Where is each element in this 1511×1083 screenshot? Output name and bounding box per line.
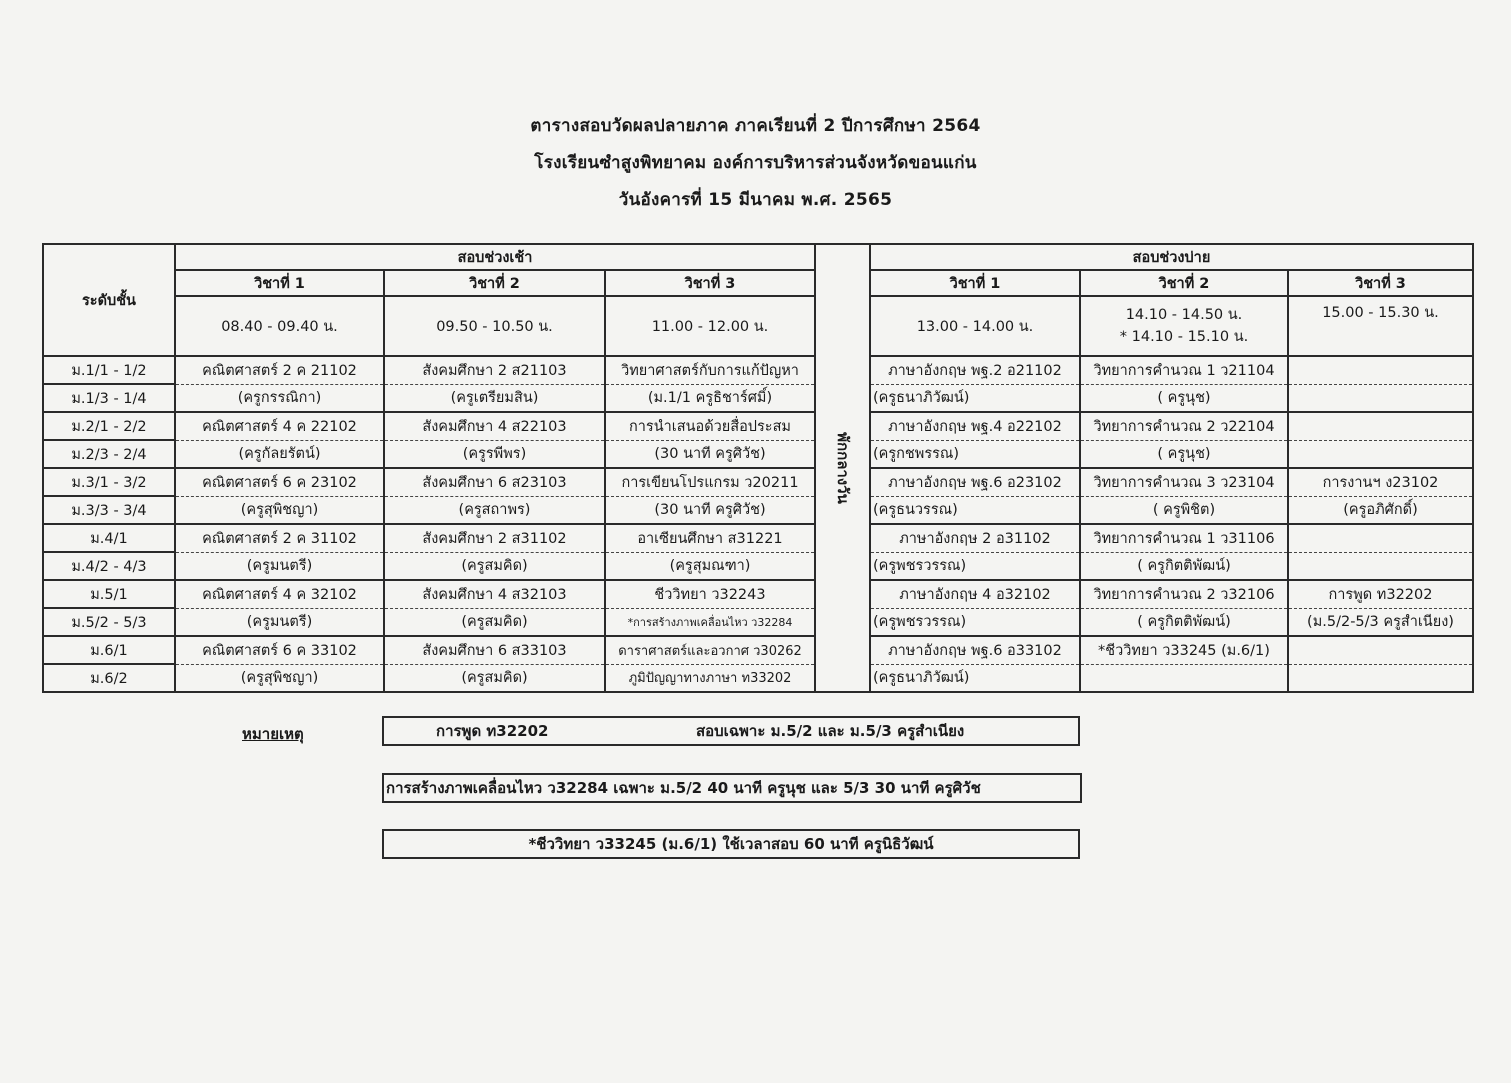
exam-cell: (ครูธนวรรณ)	[870, 496, 1080, 524]
subject-header: วิชาที่ 1	[175, 270, 384, 296]
exam-cell: คณิตศาสตร์ 2 ค 31102	[175, 524, 384, 552]
exam-cell: ภาษาอังกฤษ 4 อ32102	[870, 580, 1080, 608]
table-row	[43, 440, 1473, 468]
exam-cell: สังคมศึกษา 4 ส32103	[384, 580, 605, 608]
remark-note-2: การสร้างภาพเคลื่อนไหว ว32284 เฉพาะ ม.5/2 40 นาที ครูนุช และ 5/3 30 นาที ครูศิวัช	[382, 773, 1082, 803]
exam-cell	[1288, 524, 1473, 552]
table-row	[43, 384, 1473, 412]
subject-header: วิชาที่ 2	[384, 270, 605, 296]
exam-cell: วิทยาการคำนวณ 2 ว22104	[1080, 412, 1288, 440]
class-level-cell: ม.4/1	[43, 524, 175, 552]
document-titles	[0, 108, 1511, 219]
exam-cell: (ครูสถาพร)	[384, 496, 605, 524]
level-header: ระดับชั้น	[43, 244, 175, 356]
table-row	[43, 608, 1473, 636]
exam-cell: (ครูมนตรี)	[175, 552, 384, 580]
title-line-2: โรงเรียนซำสูงพิทยาคม องค์การบริหารส่วนจังหวัดขอนแก่น	[534, 153, 977, 173]
exam-cell: ภาษาอังกฤษ พฐ.6 อ33102	[870, 636, 1080, 664]
exam-cell: วิทยาการคำนวณ 1 ว21104	[1080, 356, 1288, 384]
exam-cell: คณิตศาสตร์ 4 ค 32102	[175, 580, 384, 608]
exam-cell: ภาษาอังกฤษ พฐ.4 อ22102	[870, 412, 1080, 440]
lunch-label: พักกลางวัน	[833, 432, 852, 504]
exam-cell: (ครูธนาภิวัฒน์)	[870, 664, 1080, 692]
class-level-cell: ม.3/3 - 3/4	[43, 496, 175, 524]
table-row	[43, 580, 1473, 608]
exam-cell: ( ครูนุช)	[1080, 384, 1288, 412]
exam-cell: ( ครูนุช)	[1080, 440, 1288, 468]
exam-cell: (ครูสมคิด)	[384, 552, 605, 580]
table-row	[43, 496, 1473, 524]
time-slot: 09.50 - 10.50 น.	[384, 296, 605, 356]
exam-cell: (ม.1/1 ครูธิชาร์ศมิ์)	[605, 384, 815, 412]
morning-header: สอบช่วงเช้า	[175, 244, 815, 270]
remark-note-3: *ชีววิทยา ว33245 (ม.6/1) ใช้เวลาสอบ 60 นาที ครูนิธิวัฒน์	[382, 829, 1080, 859]
class-level-cell: ม.5/2 - 5/3	[43, 608, 175, 636]
subject-header: วิชาที่ 3	[605, 270, 815, 296]
title-line-1: ตารางสอบวัดผลปลายภาค ภาคเรียนที่ 2 ปีการศึกษา 2564	[530, 116, 981, 136]
exam-cell: (ครูสมคิด)	[384, 608, 605, 636]
class-level-cell: ม.6/1	[43, 636, 175, 664]
table-row	[43, 524, 1473, 552]
class-level-cell: ม.4/2 - 4/3	[43, 552, 175, 580]
exam-cell: ภาษาอังกฤษ 2 อ31102	[870, 524, 1080, 552]
table-row	[43, 636, 1473, 664]
class-level-cell: ม.5/1	[43, 580, 175, 608]
exam-cell: การพูด ท32202	[1288, 580, 1473, 608]
exam-cell: (ครูกรรณิกา)	[175, 384, 384, 412]
exam-cell: (ครูสุมณฑา)	[605, 552, 815, 580]
exam-cell	[1288, 552, 1473, 580]
exam-cell: การเขียนโปรแกรม ว20211	[605, 468, 815, 496]
exam-cell	[1288, 384, 1473, 412]
afternoon-header: สอบช่วงบ่าย	[870, 244, 1473, 270]
table-row	[43, 552, 1473, 580]
exam-cell: (ครูพชรวรรณ)	[870, 608, 1080, 636]
exam-cell: สังคมศึกษา 4 ส22103	[384, 412, 605, 440]
class-level-cell: ม.6/2	[43, 664, 175, 692]
exam-cell: (ครูกัลยรัตน์)	[175, 440, 384, 468]
exam-cell: ดาราศาสตร์และอวกาศ ว30262	[605, 636, 815, 664]
exam-cell: คณิตศาสตร์ 2 ค 21102	[175, 356, 384, 384]
exam-cell: การนำเสนอด้วยสื่อประสม	[605, 412, 815, 440]
exam-cell	[1288, 412, 1473, 440]
exam-cell: (ครูพชรวรรณ)	[870, 552, 1080, 580]
exam-cell: (ครูกชพรรณ)	[870, 440, 1080, 468]
exam-cell: ภาษาอังกฤษ พฐ.6 อ23102	[870, 468, 1080, 496]
exam-cell: คณิตศาสตร์ 6 ค 23102	[175, 468, 384, 496]
exam-cell: *ชีววิทยา ว33245 (ม.6/1)	[1080, 636, 1288, 664]
time-slot: 08.40 - 09.40 น.	[175, 296, 384, 356]
exam-cell: (ม.5/2-5/3 ครูสำเนียง)	[1288, 608, 1473, 636]
exam-cell: (30 นาที ครูศิวัช)	[605, 496, 815, 524]
exam-cell: (ครูอภิศักดิ์)	[1288, 496, 1473, 524]
class-level-cell: ม.1/1 - 1/2	[43, 356, 175, 384]
exam-cell	[1288, 636, 1473, 664]
table-row	[43, 664, 1473, 692]
remark-label: หมายเหตุ	[242, 725, 304, 743]
exam-cell: (ครูรพีพร)	[384, 440, 605, 468]
time-slot-line: * 14.10 - 15.10 น.	[1119, 329, 1249, 345]
exam-cell: คณิตศาสตร์ 4 ค 22102	[175, 412, 384, 440]
class-level-cell: ม.2/3 - 2/4	[43, 440, 175, 468]
exam-cell: สังคมศึกษา 6 ส23103	[384, 468, 605, 496]
exam-cell: (ครูสุพิชญา)	[175, 664, 384, 692]
class-level-cell: ม.3/1 - 3/2	[43, 468, 175, 496]
exam-cell: วิทยาการคำนวณ 1 ว31106	[1080, 524, 1288, 552]
class-level-cell: ม.2/1 - 2/2	[43, 412, 175, 440]
table-row	[43, 468, 1473, 496]
exam-schedule-table	[42, 243, 1474, 693]
exam-cell	[1080, 664, 1288, 692]
time-slot-line: 14.10 - 14.50 น.	[1125, 307, 1243, 323]
exam-cell: อาเซียนศึกษา ส31221	[605, 524, 815, 552]
time-slot: 15.00 - 15.30 น.	[1288, 296, 1473, 356]
exam-cell: ชีววิทยา ว32243	[605, 580, 815, 608]
exam-cell: (ครูเตรียมสิน)	[384, 384, 605, 412]
subject-header: วิชาที่ 1	[870, 270, 1080, 296]
exam-cell: สังคมศึกษา 2 ส31102	[384, 524, 605, 552]
exam-cell	[1288, 664, 1473, 692]
table-row	[43, 356, 1473, 384]
exam-cell: วิทยาการคำนวณ 3 ว23104	[1080, 468, 1288, 496]
time-slot: 11.00 - 12.00 น.	[605, 296, 815, 356]
exam-cell: ( ครูกิตติพัฒน์)	[1080, 608, 1288, 636]
table-row	[43, 412, 1473, 440]
exam-cell: ภาษาอังกฤษ พฐ.2 อ21102	[870, 356, 1080, 384]
exam-cell: คณิตศาสตร์ 6 ค 33102	[175, 636, 384, 664]
exam-cell: ภูมิปัญญาทางภาษา ท33202	[605, 664, 815, 692]
title-line-3: วันอังคารที่ 15 มีนาคม พ.ศ. 2565	[618, 190, 893, 210]
class-level-cell: ม.1/3 - 1/4	[43, 384, 175, 412]
exam-cell: การงานฯ ง23102	[1288, 468, 1473, 496]
remark-note-1	[382, 716, 1080, 746]
exam-cell: วิทยาการคำนวณ 2 ว32106	[1080, 580, 1288, 608]
exam-cell: สังคมศึกษา 6 ส33103	[384, 636, 605, 664]
exam-cell: (30 นาที ครูศิวัช)	[605, 440, 815, 468]
exam-cell: ( ครูพิชิต)	[1080, 496, 1288, 524]
exam-cell: ( ครูกิตติพัฒน์)	[1080, 552, 1288, 580]
subject-header: วิชาที่ 3	[1288, 270, 1473, 296]
time-slot	[1080, 296, 1288, 356]
exam-cell: *การสร้างภาพเคลื่อนไหว ว32284	[605, 608, 815, 636]
exam-cell: วิทยาศาสตร์กับการแก้ปัญหา	[605, 356, 815, 384]
subject-header: วิชาที่ 2	[1080, 270, 1288, 296]
exam-cell: (ครูธนาภิวัฒน์)	[870, 384, 1080, 412]
remark-note-1-detail: สอบเฉพาะ ม.5/2 และ ม.5/3 ครูสำเนียง	[696, 722, 965, 740]
exam-cell: (ครูมนตรี)	[175, 608, 384, 636]
exam-cell: (ครูสุพิชญา)	[175, 496, 384, 524]
lunch-break-column	[815, 244, 870, 692]
time-slot: 13.00 - 14.00 น.	[870, 296, 1080, 356]
remark-note-1-subject: การพูด ท32202	[436, 722, 549, 740]
exam-cell	[1288, 440, 1473, 468]
exam-cell: สังคมศึกษา 2 ส21103	[384, 356, 605, 384]
exam-cell: (ครูสมคิด)	[384, 664, 605, 692]
exam-cell	[1288, 356, 1473, 384]
